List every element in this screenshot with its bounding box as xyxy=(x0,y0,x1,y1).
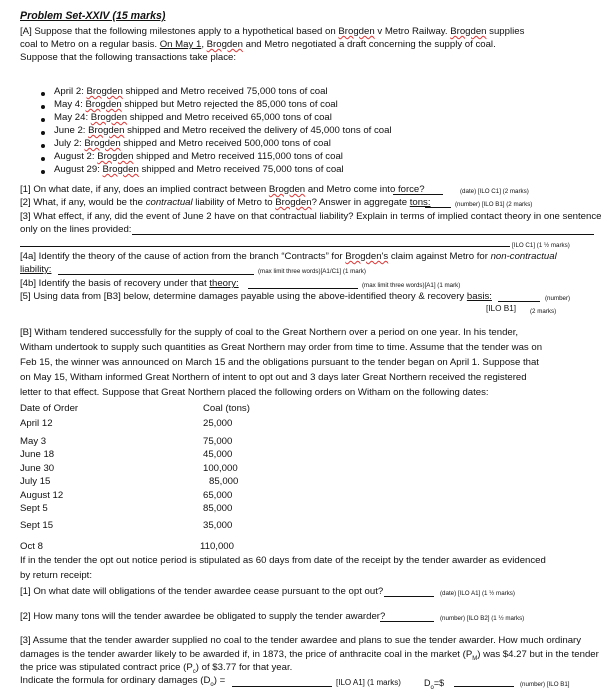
ilo-tag-a3: [ILO C1] (1 ½ marks) xyxy=(512,242,570,249)
brogden-name: Brogden xyxy=(206,39,243,50)
order-date: June 30 xyxy=(20,463,55,474)
brogden-name: Brogden xyxy=(102,164,139,175)
ilo-tag-a4b: (max limit three words)[A1] (1 mark) xyxy=(362,282,461,289)
answer-blank-b2[interactable] xyxy=(380,621,434,622)
answer-blank-a4b[interactable] xyxy=(248,288,358,289)
intro-text: and Metro negotiated a draft concerning the supply of coal. xyxy=(242,39,496,50)
ilo-tag-b3: [ILO A1] (1 marks) xyxy=(336,678,401,687)
answer-blank-b3-damages[interactable] xyxy=(454,686,514,687)
answer-blank-a4a[interactable] xyxy=(58,274,254,275)
ilo-tag-b1: (date) [ILO A1] (1 ½ marks) xyxy=(440,590,515,597)
order-tons: 100,000 xyxy=(203,463,238,474)
question-a4b: [4b] Identify the basis of recovery under that theory: xyxy=(20,278,239,289)
intro-text: supplies xyxy=(486,26,525,37)
date-may-1: On May 1 xyxy=(159,39,202,50)
milestone-item: May 4: Brogden shipped but Metro rejected the 85,000 tons of coal xyxy=(54,99,338,110)
answer-line-a3-2[interactable] xyxy=(20,246,510,247)
intro-text: v Metro Railway. xyxy=(374,26,451,37)
order-date: April 12 xyxy=(20,418,53,429)
answer-blank-a1[interactable] xyxy=(393,194,443,195)
bullet-dot xyxy=(41,131,45,135)
section-b-para-5: letter to that effect. Suppose that Great Northern placed the following orders on Witham on the following dates: xyxy=(20,387,489,398)
brogden-name: Brogden xyxy=(275,197,312,208)
order-date: Sept 15 xyxy=(20,520,54,531)
brogden-name: Brogden xyxy=(86,86,123,97)
order-tons: 75,000 xyxy=(203,436,233,447)
bullet-dot xyxy=(41,144,45,148)
order-date: Oct 8 xyxy=(20,541,43,552)
bullet-dot xyxy=(41,118,45,122)
ilo-tag-b2: (number) [ILO B2] (1 ½ marks) xyxy=(440,615,525,622)
question-a1: [1] On what date, if any, does an implied contract between Brogden and Metro come into force? xyxy=(20,184,425,195)
brogden-name: Brogden xyxy=(90,112,128,123)
milestone-item: July 2: Brogden shipped and Metro received 500,000 tons of coal xyxy=(54,138,331,149)
section-b-para-3: Feb 15, the winner was announced on March 15 and the obligations pursuant to the tender began on April 1. Suppose that xyxy=(20,357,539,368)
question-b3-line-4: Indicate the formula for ordinary damages $(D_o)$ = xyxy=(20,675,226,688)
order-tons: 25,000 xyxy=(203,418,233,429)
order-date: Sept 5 xyxy=(20,503,48,514)
ilo-tag-a1: (date) [ILO C1] (2 marks) xyxy=(460,188,529,195)
question-a3: [3] What effect, if any, did the event of June 2 have on that contractual liability? Explain in terms of implied contact theory in one sentence xyxy=(20,211,602,222)
order-date: June 18 xyxy=(20,449,55,460)
order-date: August 12 xyxy=(20,490,64,501)
milestone-item: June 2: Brogden shipped and Metro received the delivery of 45,000 tons of coal xyxy=(54,125,392,136)
question-a4a: [4a] Identify the theory of the cause of action from the branch “Contracts” for Brogden's claim against Metro for non-contractual xyxy=(20,251,557,262)
order-tons: 35,000 xyxy=(203,520,233,531)
brogden-name: Brogden xyxy=(85,99,122,110)
ilo-tag-a4a: (max limit three words)[A1/C1] (1 mark) xyxy=(258,268,366,275)
brogden-name: Brogden xyxy=(450,26,487,37)
order-tons: 110,000 xyxy=(200,541,234,552)
brogden-name: Brogden xyxy=(84,138,121,149)
question-b1: [1] On what date will obligations of the tender awardee cease pursuant to the opt out? xyxy=(20,586,384,597)
question-b2: [2] How many tons will the tender awardee be obligated to supply the tender awarder? xyxy=(20,611,386,622)
brogden-name: Brogden's xyxy=(345,251,389,262)
question-b3-line-2: damages is the tender awarder likely to be awarded if, in 1873, the price of anthracite coal in the market $(P_M)$ was $4.27 but in the tender xyxy=(20,649,599,662)
intro-line-2 xyxy=(20,39,496,51)
ilo-tag-b3-number: (number) [ILO B1] xyxy=(520,681,570,688)
order-tons: 45,000 xyxy=(203,449,233,460)
intro-text: coal to Metro on a regular basis. xyxy=(20,39,160,50)
ilo-tag-a2: (number) [ILO B1] (2 marks) xyxy=(455,201,533,208)
ilo-tag-a5: (number) xyxy=(545,295,571,302)
col-header-date: Date of Order xyxy=(20,403,79,414)
order-tons: 85,000 xyxy=(203,503,233,514)
col-header-coal: Coal (tons) xyxy=(203,403,250,414)
bullet-dot xyxy=(41,92,45,96)
problem-title: Problem Set-XXIV (15 marks) xyxy=(20,10,166,22)
brogden-name: Brogden xyxy=(97,151,134,162)
milestone-item: April 2: Brogden shipped and Metro received 75,000 tons of coal xyxy=(54,86,328,97)
bullet-dot xyxy=(41,105,45,109)
answer-line-a3-1[interactable] xyxy=(132,234,594,235)
answer-blank-a5[interactable] xyxy=(498,301,540,302)
intro-text: [A] Suppose that the following milestones apply to a hypothetical based on xyxy=(20,26,339,37)
question-b3: [3] Assume that the tender awarder supplied no coal to the tender awardee and plans to sue the tender awarder. How much ordinary xyxy=(20,635,582,646)
order-tons: 85,000 xyxy=(209,476,239,487)
bullet-dot xyxy=(41,170,45,174)
milestone-item: May 24: Brogden shipped and Metro received 65,000 tons of coal xyxy=(54,112,332,123)
ilo-tag-a5b: [ILO B1] xyxy=(486,304,517,313)
answer-blank-a2[interactable] xyxy=(425,207,451,208)
milestone-item: August 29: Brogden shipped and Metro received 75,000 tons of coal xyxy=(54,164,344,175)
brogden-name: Brogden xyxy=(88,125,125,136)
section-b-para-2: Witham undertook to supply such quantities as Great Northern may order from time to time. Assume that the tender was on xyxy=(20,342,543,353)
intro-text: , xyxy=(201,39,207,50)
section-b-after-1: If in the tender the opt out notice period is stipulated as 60 days from date of the receipt by the tender awarder as evidenced xyxy=(20,555,546,566)
question-a3-cont: only on the lines provided: xyxy=(20,224,132,235)
intro-line-3: Suppose that the following transactions take place: xyxy=(20,52,236,63)
section-b-para-1: [B] Witham tendered successfully for the supply of coal to the Great Northern over a period on one year. In his tender, xyxy=(20,327,519,338)
section-b-para-4: on May 15, Witham informed Great Northern of intent to opt out and 3 days later Great Northern received the registered xyxy=(20,372,527,383)
section-b-after-2: by return receipt: xyxy=(20,570,92,581)
question-b3-line-3: the price was stipulated contract price $(P_c)$ of $3.77 for that year. xyxy=(20,662,293,675)
intro-line-1 xyxy=(20,26,524,38)
answer-blank-b3-formula[interactable] xyxy=(232,686,332,687)
answer-blank-b1[interactable] xyxy=(384,596,434,597)
ilo-tag-a5c: (2 marks) xyxy=(530,308,557,315)
order-date: May 3 xyxy=(20,436,47,447)
question-a2: [2] What, if any, would be the contractual liability of Metro to Brogden? Answer in aggregate tons: xyxy=(20,197,431,208)
brogden-name: Brogden xyxy=(338,26,375,37)
order-tons: 65,000 xyxy=(203,490,233,501)
brogden-name: Brogden xyxy=(268,184,306,195)
question-a5: [5] Using data from [B3] below, determine damages payable using the above-identified theory & recovery basis: xyxy=(20,291,492,302)
order-date: July 15 xyxy=(20,476,51,487)
bullet-dot xyxy=(41,157,45,161)
question-a4a-cont: liability: xyxy=(20,264,52,275)
damages-label: $D_o=\$$ xyxy=(424,678,445,691)
milestone-item: August 2: Brogden shipped and Metro received 115,000 tons of coal xyxy=(54,151,343,162)
